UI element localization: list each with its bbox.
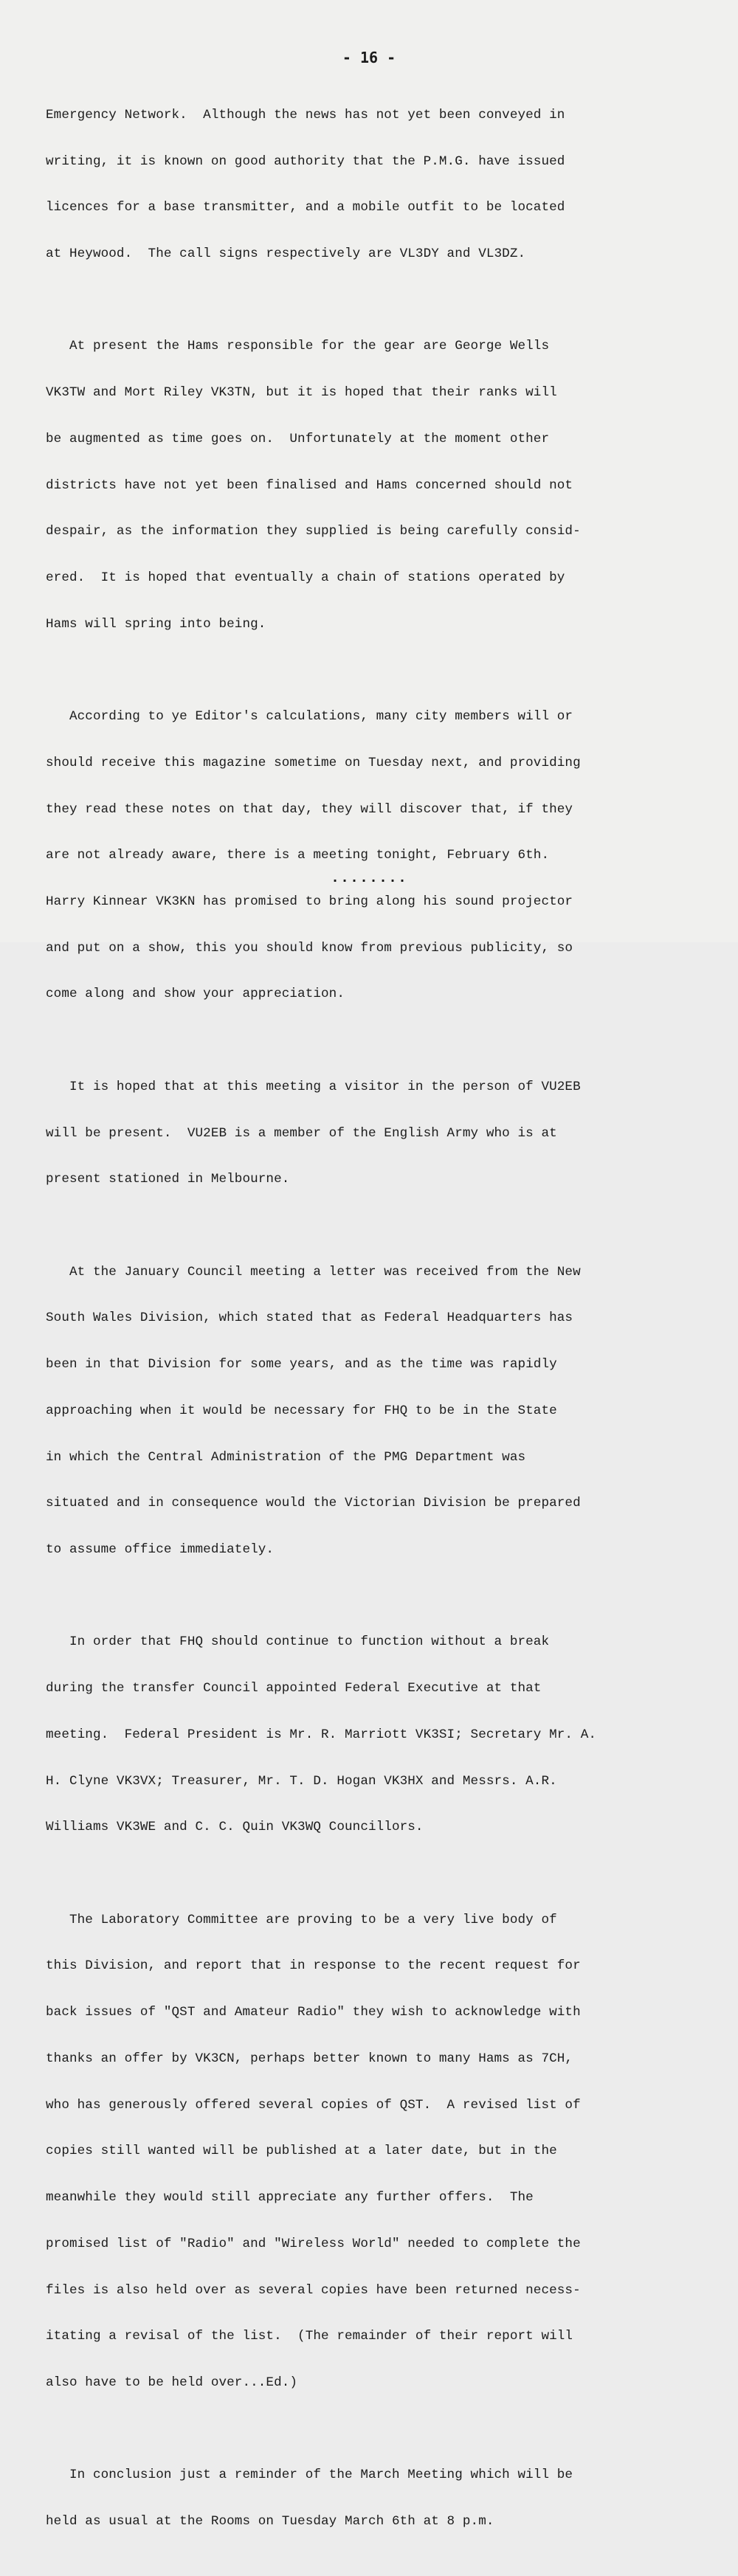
text-line: during the transfer Council appointed Federal Executive at that [46, 1681, 542, 1696]
text-line: copies still wanted will be published at a later date, but in the [46, 2144, 557, 2159]
text-line: It is hoped that at this meeting a visitor in the person of VU2EB [46, 1079, 581, 1094]
text-line: H. Clyne VK3VX; Treasurer, Mr. T. D. Hogan VK3HX and Messrs. A.R. [46, 1773, 557, 1789]
text-line: who has generously offered several copies of QST. A revised list of [46, 2097, 581, 2113]
paragraph-january-council [46, 1234, 710, 1589]
text-line: despair, as the information they supplied is being carefully consid- [46, 524, 581, 539]
text-line: at Heywood. The call signs respectively are VL3DY and VL3DZ. [46, 246, 526, 261]
text-line: The Laboratory Committee are proving to be a very live body of [46, 1912, 557, 1927]
page-number: - 16 - [342, 49, 396, 66]
text-line: thanks an offer by VK3CN, perhaps better known to many Hams as 7CH, [46, 2051, 573, 2066]
text-line: meanwhile they would still appreciate any further offers. The [46, 2190, 534, 2206]
text-line: At the January Council meeting a letter was received from the New [46, 1264, 581, 1280]
paragraph-conclusion [46, 2437, 710, 2561]
text-line: According to ye Editor's calculations, many city members will or [46, 709, 573, 725]
text-line: they read these notes on that day, they will discover that, if they [46, 801, 573, 817]
paragraph-meeting-tonight [46, 678, 710, 1033]
section-separator: ........ [330, 870, 407, 887]
text-line: promised list of "Radio" and "Wireless World" needed to complete the [46, 2236, 581, 2251]
text-line: Williams VK3WE and C. C. Quin VK3WQ Councillors. [46, 1820, 424, 1835]
text-line: be augmented as time goes on. Unfortunately at the moment other [46, 431, 550, 446]
text-line: also have to be held over...Ed.) [46, 2375, 298, 2390]
paragraph-laboratory-committee [46, 1882, 710, 2422]
text-line: situated and in consequence would the Victorian Division be prepared [46, 1496, 581, 1511]
text-line: held as usual at the Rooms on Tuesday March 6th at 8 p.m. [46, 2514, 494, 2530]
paragraph-hams-responsible [46, 308, 710, 663]
text-line: In conclusion just a reminder of the March Meeting which will be [46, 2468, 573, 2483]
text-line: are not already aware, there is a meeting tonight, February 6th. [46, 848, 550, 863]
text-line: Harry Kinnear VK3KN has promised to bring along his sound projector [46, 894, 573, 909]
text-line: present stationed in Melbourne. [46, 1172, 290, 1187]
paragraph-visitor [46, 1049, 710, 1218]
text-line: this Division, and report that in response to the recent request for [46, 1958, 581, 1974]
text-line: will be present. VU2EB is a member of the English Army who is at [46, 1125, 557, 1141]
text-line: come along and show your appreciation. [46, 987, 345, 1002]
text-line: ered. It is hoped that eventually a chain of stations operated by [46, 570, 565, 585]
text-line: writing, it is known on good authority that the P.M.G. have issued [46, 153, 565, 169]
paragraph-emergency-network [46, 77, 710, 293]
text-line: approaching when it would be necessary for FHQ to be in the State [46, 1403, 557, 1418]
text-line: and put on a show, this you should know from previous publicity, so [46, 940, 573, 956]
text-line: should receive this magazine sometime on Tuesday next, and providing [46, 755, 581, 770]
text-line: meeting. Federal President is Mr. R. Marriott VK3SI; Secretary Mr. A. [46, 1727, 597, 1742]
article-body [46, 77, 710, 2576]
text-line: been in that Division for some years, and as the time was rapidly [46, 1357, 557, 1372]
text-line: At present the Hams responsible for the gear are George Wells [46, 339, 550, 354]
text-line: to assume office immediately. [46, 1542, 275, 1558]
text-line: back issues of "QST and Amateur Radio" they wish to acknowledge with [46, 2005, 581, 2020]
text-line: licences for a base transmitter, and a mobile outfit to be located [46, 200, 565, 215]
text-line: South Wales Division, which stated that as Federal Headquarters has [46, 1311, 573, 1326]
text-line: Emergency Network. Although the news has not yet been conveyed in [46, 107, 565, 122]
text-line: itating a revisal of the list. (The remainder of their report will [46, 2329, 573, 2344]
text-line: districts have not yet been finalised and Hams concerned should not [46, 477, 573, 493]
text-line: VK3TW and Mort Riley VK3TN, but it is hoped that their ranks will [46, 385, 557, 401]
paragraph-federal-executive [46, 1604, 710, 1866]
text-line: files is also held over as several copies have been returned necess- [46, 2282, 581, 2298]
text-line: Hams will spring into being. [46, 616, 266, 632]
text-line: In order that FHQ should continue to function without a break [46, 1634, 550, 1650]
text-line: in which the Central Administration of the PMG Department was [46, 1449, 526, 1465]
